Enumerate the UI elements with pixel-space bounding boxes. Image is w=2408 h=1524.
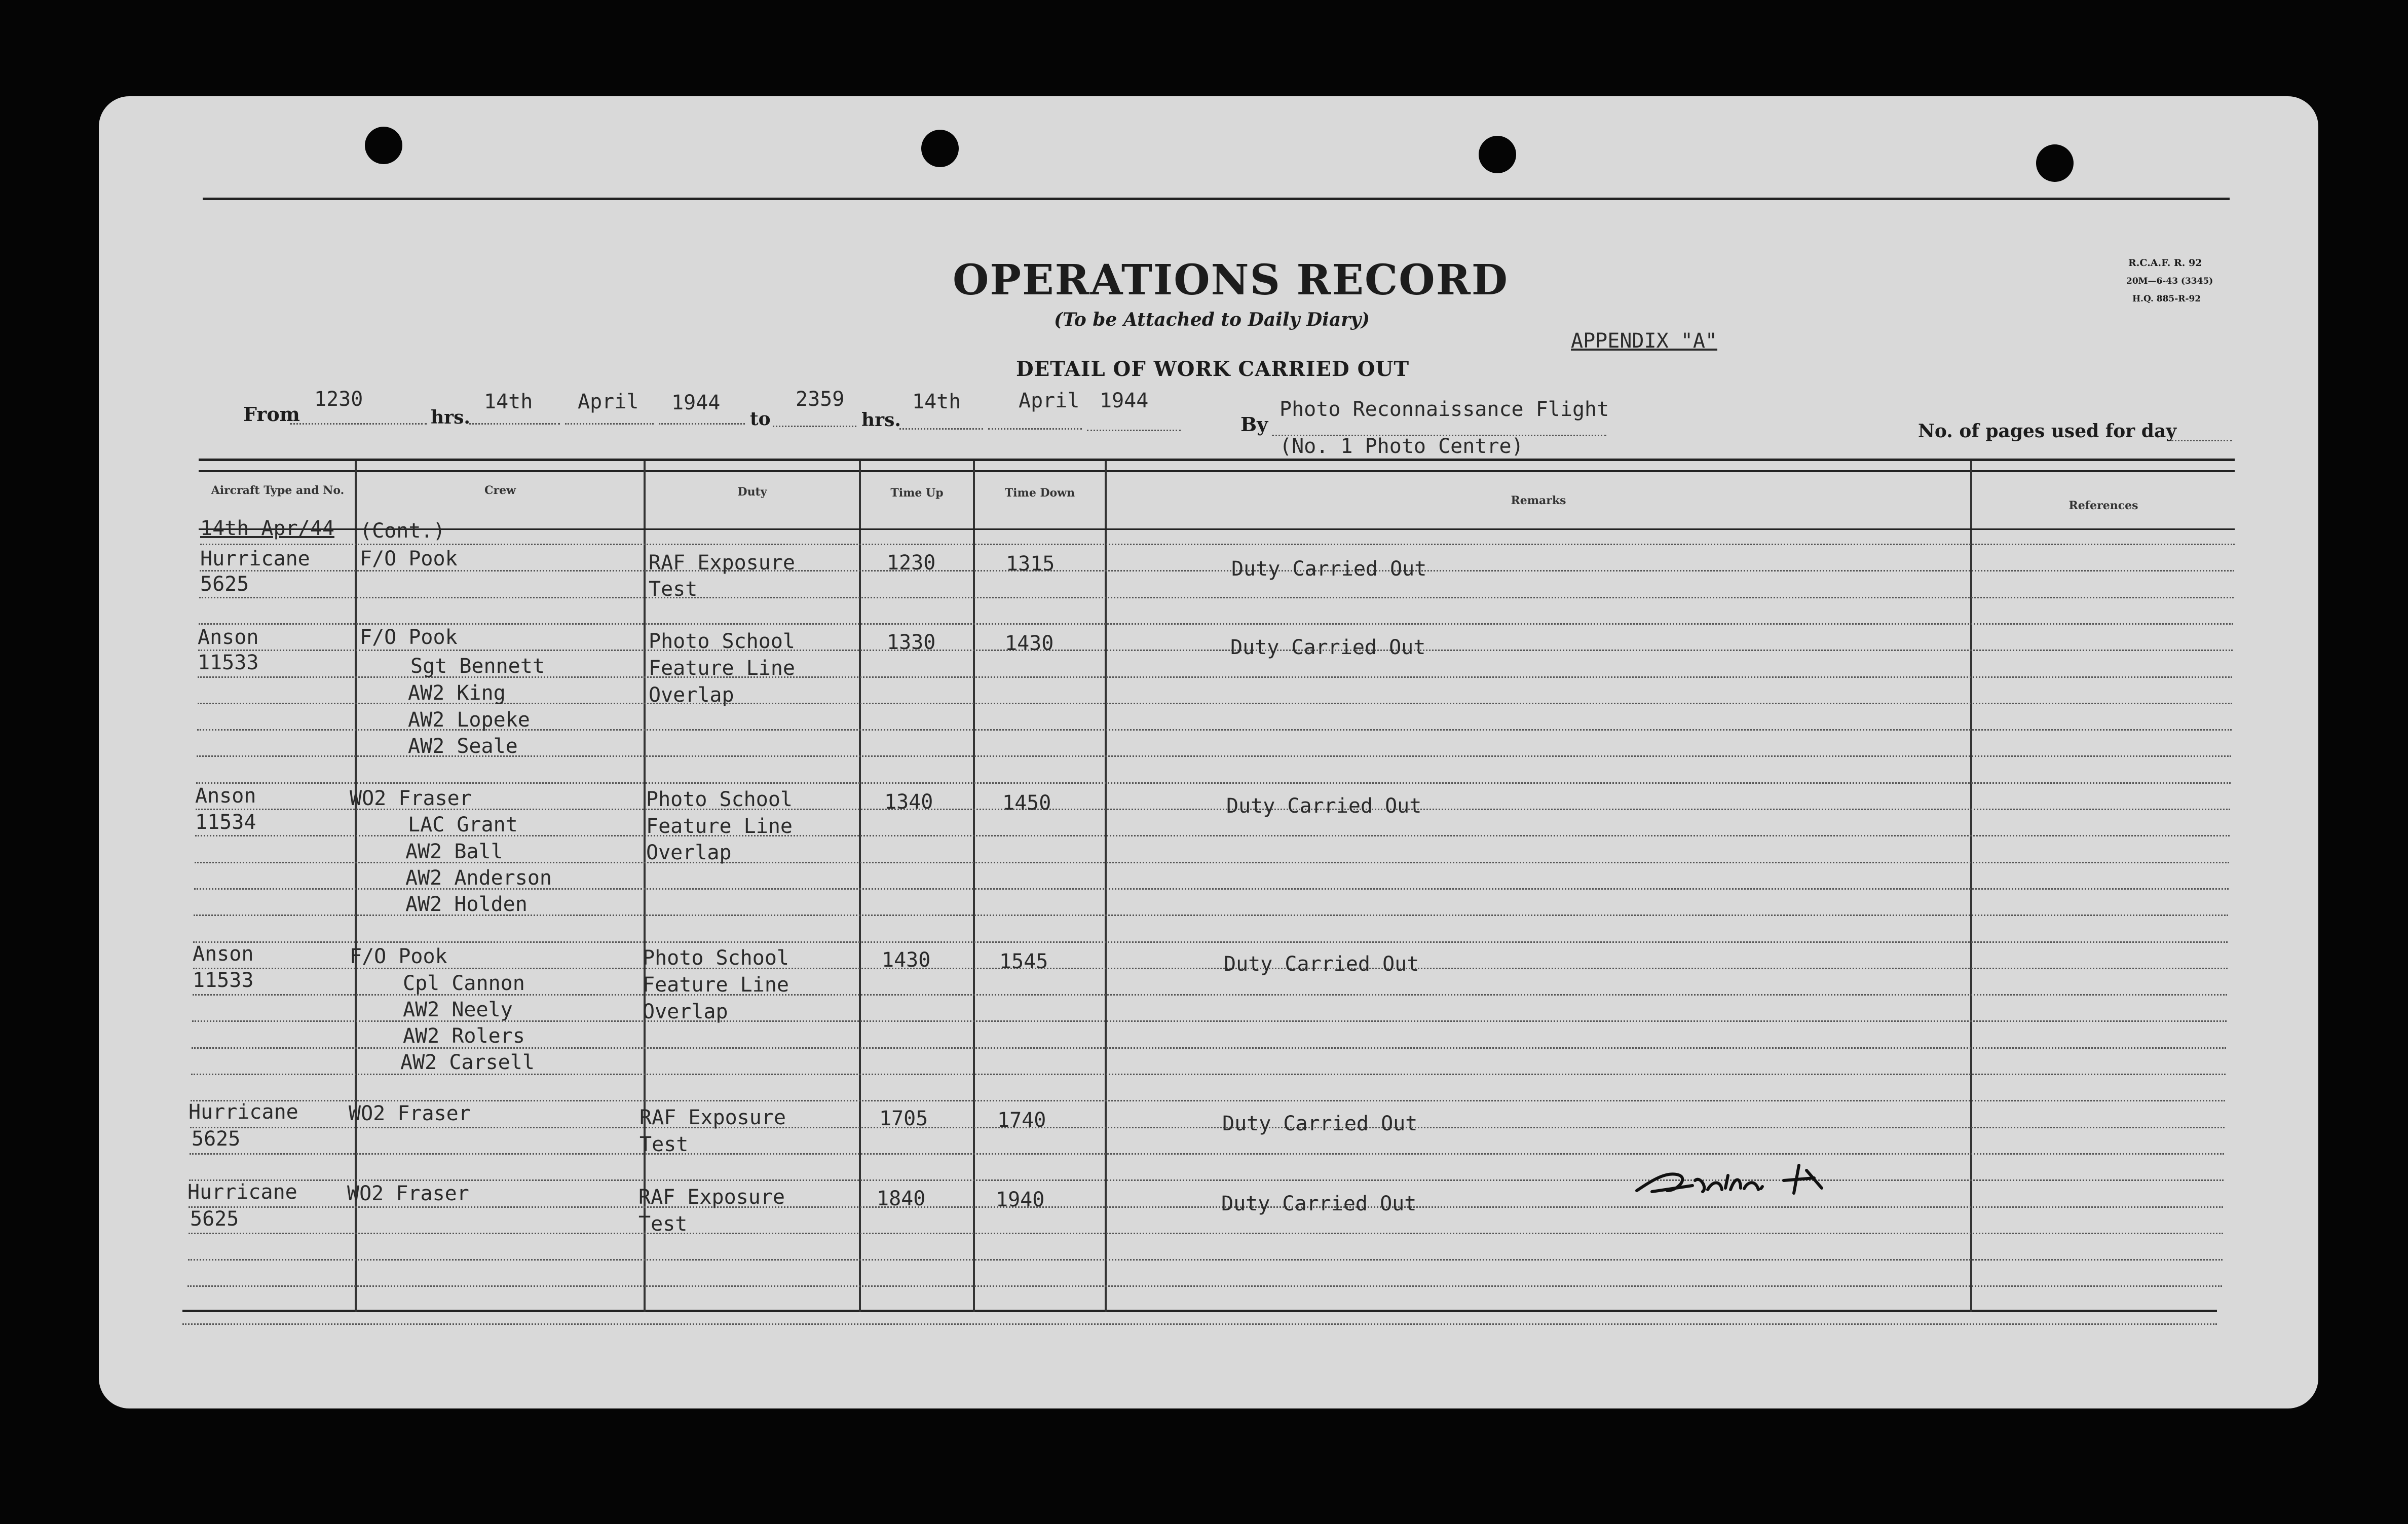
to-label: to (750, 408, 771, 430)
aircraft-type: Anson (195, 784, 256, 808)
form-code-1: R.C.A.F. R. 92 (2128, 257, 2202, 269)
row-rule (196, 782, 2231, 784)
duty-line: Test (639, 1133, 689, 1156)
column-header-time-down: Time Down (1004, 486, 1075, 500)
punch-hole (921, 130, 959, 167)
duty-line: Feature Line (649, 657, 795, 680)
crew-member: Cpl Cannon (403, 972, 525, 995)
crew-member: AW2 Neely (403, 998, 513, 1021)
column-rule (973, 461, 975, 1312)
duty-line: Overlap (649, 683, 734, 707)
time-up: 1330 (887, 631, 936, 654)
header-separator (199, 528, 2235, 530)
column-rule (1105, 461, 1107, 1312)
crew-member: WO2 Fraser (347, 1182, 469, 1205)
detail-heading: DETAIL OF WORK CARRIED OUT (1016, 357, 1410, 381)
from-year-line (659, 423, 745, 425)
duty-line: RAF Exposure (639, 1106, 786, 1129)
crew-member: F/O Pook (360, 547, 458, 570)
aircraft-number: 5625 (200, 573, 249, 596)
column-header-crew: Crew (484, 484, 516, 497)
from-month: April (578, 390, 639, 413)
aircraft-type: Hurricane (189, 1100, 298, 1124)
row-rule (193, 941, 2228, 943)
by-unit-line1: Photo Reconnaissance Flight (1280, 398, 1609, 421)
to-year: 1944 (1100, 389, 1149, 412)
punch-hole (1479, 136, 1516, 173)
crew-member: AW2 Ball (405, 840, 503, 863)
table-header-rule (199, 470, 2235, 472)
by-unit-line2: (No. 1 Photo Centre) (1280, 435, 1524, 458)
from-month-line (565, 423, 654, 425)
to-time-line (773, 426, 856, 427)
from-time: 1230 (314, 388, 363, 411)
crew-member: F/O Pook (350, 945, 447, 968)
column-header-aircraft: Aircraft Type and No. (211, 484, 345, 497)
aircraft-number: 5625 (190, 1207, 239, 1231)
to-day: 14th (912, 390, 961, 413)
remarks: Duty Carried Out (1230, 636, 1426, 659)
remarks: Duty Carried Out (1224, 952, 1419, 976)
duty-line: Feature Line (643, 973, 789, 997)
column-header-duty: Duty (737, 485, 767, 499)
row-rule (190, 1127, 2225, 1128)
duty-line: Photo School (649, 630, 795, 653)
column-header-references: References (2068, 499, 2138, 512)
time-down: 1940 (996, 1188, 1045, 1211)
punch-hole (2036, 144, 2074, 182)
duty-line: Overlap (643, 1000, 728, 1023)
crew-member: Sgt Bennett (410, 655, 545, 678)
pages-used-line (2171, 440, 2232, 441)
remarks: Duty Carried Out (1231, 557, 1427, 581)
time-down: 1545 (999, 950, 1048, 973)
form-subtitle: (To be Attached to Daily Diary) (1054, 309, 1370, 330)
remarks: Duty Carried Out (1226, 794, 1422, 818)
column-header-time-up: Time Up (890, 486, 944, 500)
duty-line: RAF Exposure (649, 551, 795, 575)
column-rule (644, 461, 646, 1312)
punch-hole (365, 127, 402, 164)
aircraft-number: 5625 (192, 1127, 241, 1151)
time-up: 1430 (882, 948, 931, 972)
time-up: 1230 (887, 551, 936, 575)
form-title: OPERATIONS RECORD (953, 256, 1509, 304)
time-up: 1840 (877, 1187, 926, 1210)
duty-line: Photo School (643, 946, 789, 970)
time-up: 1705 (879, 1107, 928, 1130)
aircraft-number: 11533 (193, 969, 254, 992)
top-rule (203, 198, 2230, 200)
handwritten-signature (1632, 1150, 1845, 1211)
crew-member: AW2 Seale (408, 735, 518, 758)
by-label: By (1240, 413, 1268, 436)
crew-member: AW2 Lopeke (408, 708, 530, 732)
from-day-line (469, 423, 560, 425)
column-rule (859, 461, 861, 1312)
time-up: 1340 (884, 790, 933, 814)
duty-line: Test (638, 1212, 688, 1236)
crew-member: WO2 Fraser (349, 1102, 471, 1125)
date-cont: (Cont.) (360, 519, 445, 543)
aircraft-type: Anson (198, 626, 259, 649)
from-day: 14th (484, 390, 533, 413)
row-rule (190, 1153, 2224, 1155)
row-rule (187, 1285, 2222, 1287)
time-down: 1430 (1005, 632, 1054, 655)
row-rule (196, 809, 2230, 810)
crew-member: AW2 King (408, 681, 506, 705)
from-label: From (243, 403, 300, 426)
to-month-line (988, 428, 1082, 430)
aircraft-type: Hurricane (187, 1180, 297, 1204)
time-down: 1315 (1006, 552, 1055, 576)
from-time-line (290, 423, 427, 425)
crew-member: AW2 Carsell (400, 1051, 535, 1074)
row-rule (193, 968, 2228, 969)
from-hrs-label: hrs. (431, 407, 470, 428)
row-rule (189, 1179, 2224, 1181)
remarks: Duty Carried Out (1222, 1112, 1418, 1135)
remarks: Duty Carried Out (1221, 1192, 1417, 1215)
row-rule (188, 1259, 2223, 1261)
duty-line: Overlap (646, 841, 732, 864)
table-bottom-dots (182, 1323, 2217, 1325)
crew-member: AW2 Rolers (403, 1024, 525, 1048)
appendix-label: APPENDIX "A" (1571, 329, 1717, 353)
form-code-2: 20M—6-43 (3345) (2126, 276, 2213, 286)
to-month: April (1019, 389, 1080, 412)
row-rule (199, 623, 2233, 625)
to-year-line (1087, 430, 1181, 431)
date-line: 14th Apr/44 (200, 517, 334, 540)
time-down: 1450 (1002, 791, 1051, 815)
from-year: 1944 (671, 391, 721, 414)
to-time: 2359 (796, 388, 845, 411)
duty-line: RAF Exposure (638, 1186, 785, 1209)
crew-member: AW2 Holden (405, 893, 528, 916)
table-top-rule (199, 459, 2235, 461)
row-rule (199, 597, 2234, 598)
aircraft-type: Hurricane (200, 547, 310, 570)
aircraft-number: 11533 (198, 651, 259, 674)
aircraft-type: Anson (193, 942, 254, 966)
row-rule (191, 1100, 2225, 1101)
duty-line: Photo School (646, 788, 793, 811)
crew-member: F/O Pook (360, 626, 458, 649)
form-code-3: H.Q. 885-R-92 (2132, 294, 2201, 304)
duty-line: Test (649, 578, 698, 601)
crew-member: AW2 Anderson (405, 866, 552, 890)
row-rule (189, 1206, 2223, 1208)
to-day-line (899, 428, 983, 430)
to-hrs-label: hrs. (861, 409, 901, 431)
crew-member: WO2 Fraser (350, 787, 472, 810)
column-header-remarks: Remarks (1511, 494, 1566, 507)
row-rule (200, 570, 2234, 572)
crew-member: LAC Grant (408, 813, 518, 836)
pages-used-label: No. of pages used for day (1918, 421, 2177, 442)
time-down: 1740 (997, 1109, 1046, 1132)
row-rule (189, 1233, 2223, 1234)
aircraft-number: 11534 (195, 811, 256, 834)
row-rule (198, 650, 2233, 651)
table-bottom-rule (182, 1310, 2217, 1312)
column-rule (1970, 461, 1972, 1312)
duty-line: Feature Line (646, 815, 793, 838)
row-rule (200, 544, 2235, 545)
